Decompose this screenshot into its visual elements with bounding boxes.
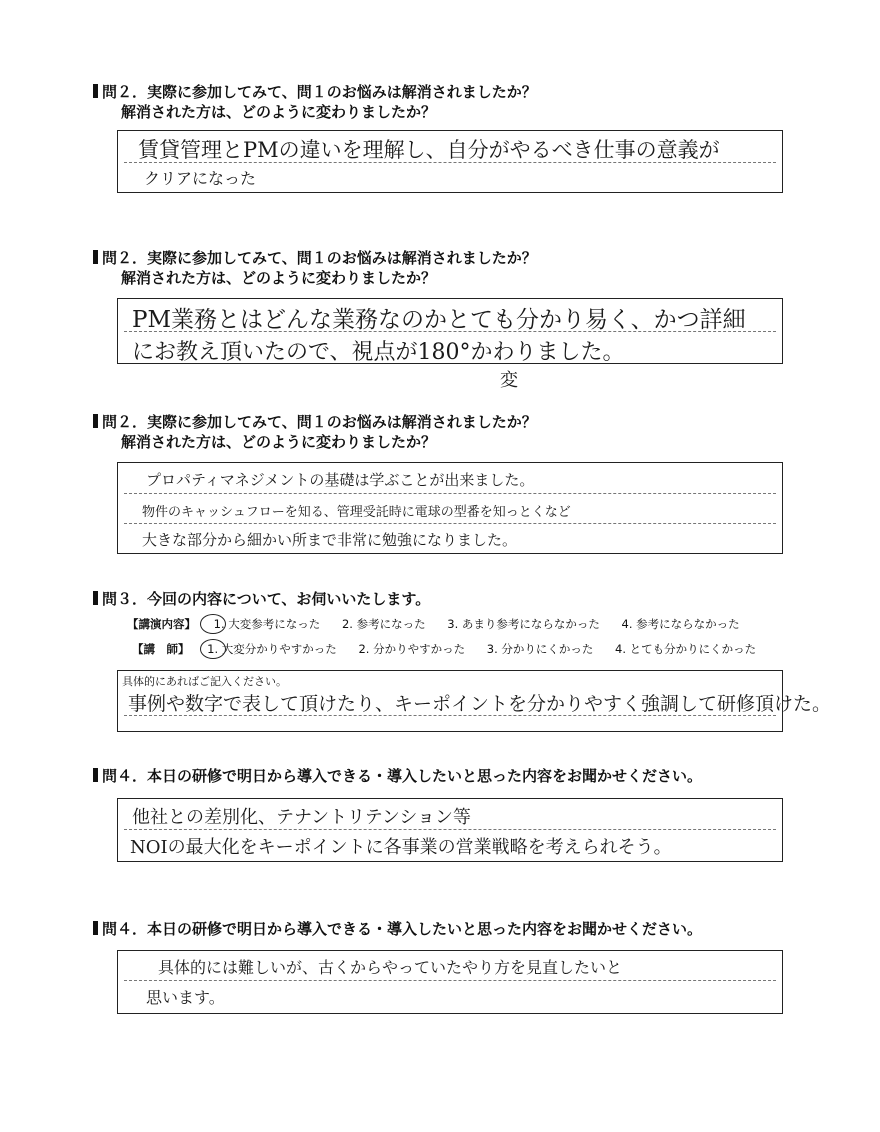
bullet-square-icon xyxy=(93,591,98,605)
rating-option[interactable]: 3. あまり参考にならなかった xyxy=(447,617,600,631)
rating-option[interactable]: 3. 分かりにくかった xyxy=(486,642,594,656)
rating-option[interactable]: 2. 参考になった xyxy=(341,617,426,631)
answer-box: 具体的にあればご記入ください。 事例や数字で表して頂けたり、キーポイントを分かりやすく強調して研修頂けた。 xyxy=(117,670,783,732)
question-heading: 問４．本日の研修で明日から導入できる・導入したいと思った内容をお聞かせください。 xyxy=(93,766,702,786)
rating-option[interactable]: 1. 大変分かりやすかった xyxy=(207,642,337,656)
selected-circle-icon xyxy=(200,614,226,634)
question-heading: 問２．実際に参加してみて、問１のお悩みは解消されましたか？ 解消された方は、どのように変わりましたか？ xyxy=(93,248,537,288)
selected-circle-icon xyxy=(200,639,226,659)
question-heading: 問３．今回の内容について、お伺いいたします。 xyxy=(93,589,430,609)
bullet-square-icon xyxy=(93,768,98,782)
rating-row-content: 【講演内容】 1. 大変参考になった 2. 参考になった 3. あまり参考にならなかった 4. 参考にならなかった xyxy=(127,617,740,631)
bullet-square-icon xyxy=(93,250,98,264)
bullet-square-icon xyxy=(93,84,98,98)
question-heading: 問４．本日の研修で明日から導入できる・導入したいと思った内容をお聞かせください。 xyxy=(93,919,702,939)
rating-option[interactable]: 4. とても分かりにくかった xyxy=(615,642,757,656)
rating-row-lecturer: 【講 師】 1. 大変分かりやすかった 2. 分かりやすかった 3. 分かりにくかった 4. とても分かりにくかった xyxy=(132,642,757,656)
answer-box: 具体的には難しいが、古くからやっていたやり方を見直したいと 思います。 xyxy=(117,950,783,1014)
answer-box: プロパティマネジメントの基礎は学ぶことが出来ました。 物件のキャッシュフローを知る、管理受託時に電球の型番を知っとくなど 大きな部分から細かい所まで非常に勉強になりました。 xyxy=(117,462,783,554)
rating-option[interactable]: 2. 分かりやすかった xyxy=(358,642,466,656)
question-heading: 問２．実際に参加してみて、問１のお悩みは解消されましたか？ 解消された方は、どのように変わりましたか？ xyxy=(93,412,537,452)
answer-box: 他社との差別化、テナントリテンション等 NOIの最大化をキーポイントに各事業の営業戦略を考えられそう。 xyxy=(117,798,783,862)
rating-option[interactable]: 4. 参考にならなかった xyxy=(621,617,740,631)
bullet-square-icon xyxy=(93,921,98,935)
correction-mark: 変 xyxy=(500,370,518,391)
question-heading: 問２．実際に参加してみて、問１のお悩みは解消されましたか？ 解消された方は、どのように変わりましたか？ xyxy=(93,82,537,122)
rating-option[interactable]: 1. 大変参考になった xyxy=(213,617,321,631)
answer-box: 賃貸管理とPMの違いを理解し、自分がやるべき仕事の意義が クリアになった xyxy=(117,130,783,193)
bullet-square-icon xyxy=(93,414,98,428)
answer-box: PM業務とはどんな業務なのかとても分かり易く、かつ詳細 にお教え頂いたので、視点が180°かわりました。 xyxy=(117,298,783,364)
